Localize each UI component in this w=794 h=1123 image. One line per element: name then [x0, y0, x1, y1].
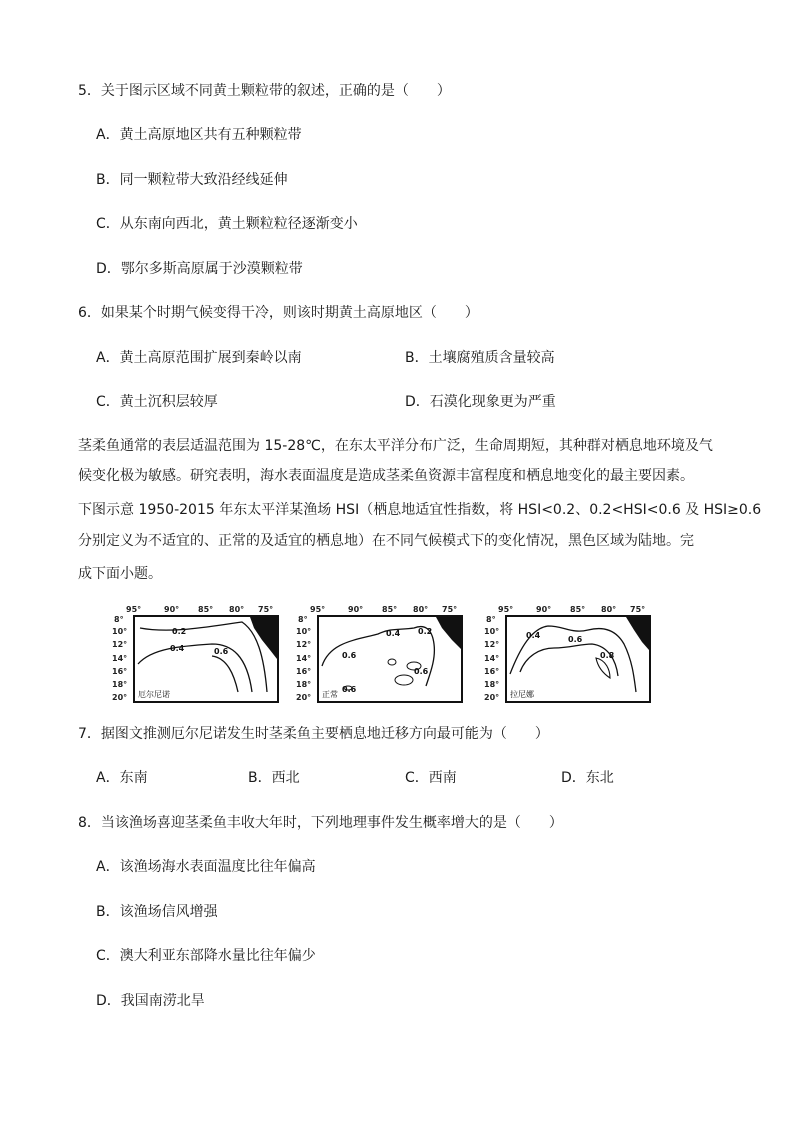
passage-line-2: 候变化极为敏感。研究表明，海水表面温度是造成茎柔鱼资源丰富程度和栖息地变化的最主要因素。 — [78, 468, 694, 484]
lon-label: 85° — [198, 605, 214, 614]
contour-label: 0.6 — [568, 635, 583, 644]
contour-label: 0.2 — [172, 627, 187, 636]
lat-label: 18° — [484, 680, 500, 689]
contour-label: 0.6 — [342, 651, 357, 660]
lon-label: 95° — [310, 605, 326, 614]
map-title: 厄尔尼诺 — [138, 690, 170, 699]
lon-label: 75° — [442, 605, 458, 614]
lat-label: 10° — [296, 627, 312, 636]
lat-label: 14° — [484, 654, 500, 663]
lat-label: 10° — [112, 627, 128, 636]
lat-label: 12° — [112, 640, 128, 649]
lat-label: 16° — [484, 667, 500, 676]
q8-option-c: C．澳大利亚东部降水量比往年偏少 — [96, 948, 316, 964]
hsi-map-figure — [112, 604, 664, 704]
contour-label: 0.6 — [414, 667, 429, 676]
passage-line-3: 下图示意 1950-2015 年东太平洋某渔场 HSI（栖息地适宜性指数，将 HSI<0.2、0.2<HSI<0.6 及 HSI≥0.6 — [78, 502, 762, 518]
lon-label: 90° — [164, 605, 180, 614]
map-title: 正常 — [322, 690, 338, 699]
q7-option-a: A．东南 — [96, 770, 148, 786]
q5-option-a: A．黄土高原地区共有五种颗粒带 — [96, 127, 302, 143]
lon-label: 85° — [382, 605, 398, 614]
lon-label: 90° — [348, 605, 364, 614]
q6-option-a: A．黄土高原范围扩展到秦岭以南 — [96, 350, 302, 366]
q6-option-c: C．黄土沉积层较厚 — [96, 394, 218, 410]
lon-label: 80° — [413, 605, 429, 614]
lat-label: 14° — [112, 654, 128, 663]
lon-label: 90° — [536, 605, 552, 614]
q7-option-b: B．西北 — [248, 770, 300, 786]
lat-label: 16° — [112, 667, 128, 676]
lon-label: 75° — [258, 605, 274, 614]
lat-label: 16° — [296, 667, 312, 676]
lat-label: 8° — [114, 615, 124, 624]
land-region — [436, 617, 461, 649]
q6-option-b: B．土壤腐殖质含量较高 — [405, 350, 555, 366]
contour-label: 0.8 — [600, 651, 615, 660]
lat-label: 8° — [486, 615, 496, 624]
q8-option-b: B．该渔场信风增强 — [96, 904, 218, 920]
question-8-stem: 8．当该渔场喜迎茎柔鱼丰收大年时，下列地理事件发生概率增大的是（ ） — [78, 815, 563, 831]
lat-label: 20° — [112, 693, 128, 702]
q7-option-d: D．东北 — [561, 770, 614, 786]
contour-label: 0.2 — [418, 627, 433, 636]
lat-label: 8° — [298, 615, 308, 624]
question-6-stem: 6．如果某个时期气候变得干冷，则该时期黄土高原地区（ ） — [78, 305, 479, 321]
lon-label: 75° — [630, 605, 646, 614]
q5-option-d: D．鄂尔多斯高原属于沙漠颗粒带 — [96, 261, 303, 277]
land-region — [626, 617, 649, 650]
contour-label: 0.6 — [214, 647, 229, 656]
passage-line-1: 茎柔鱼通常的表层适温范围为 15-28℃，在东太平洋分布广泛，生命周期短，其种群对栖息地环境及气 — [78, 438, 713, 454]
map-title: 拉尼娜 — [510, 690, 534, 699]
q5-option-b: B．同一颗粒带大致沿经线延伸 — [96, 172, 288, 188]
q8-option-d: D．我国南涝北旱 — [96, 993, 205, 1009]
lat-label: 12° — [296, 640, 312, 649]
lat-label: 18° — [296, 680, 312, 689]
lon-label: 95° — [126, 605, 142, 614]
q5-option-c: C．从东南向西北，黄土颗粒粒径逐渐变小 — [96, 216, 358, 232]
contour-label: 0.4 — [526, 631, 541, 640]
q7-option-c: C．西南 — [405, 770, 457, 786]
question-7-stem: 7．据图文推测厄尔尼诺发生时茎柔鱼主要栖息地迁移方向最可能为（ ） — [78, 726, 549, 742]
lat-label: 18° — [112, 680, 128, 689]
contour-label: 0.6 — [342, 685, 357, 694]
lon-label: 80° — [229, 605, 245, 614]
lat-label: 14° — [296, 654, 312, 663]
lat-label: 20° — [484, 693, 500, 702]
question-5-stem: 5．关于图示区域不同黄土颗粒带的叙述，正确的是（ ） — [78, 83, 451, 99]
lat-label: 10° — [484, 627, 500, 636]
q8-option-a: A．该渔场海水表面温度比往年偏高 — [96, 859, 316, 875]
lon-label: 80° — [601, 605, 617, 614]
lon-label: 85° — [570, 605, 586, 614]
lat-label: 12° — [484, 640, 500, 649]
land-region — [250, 617, 277, 659]
contour-label: 0.4 — [386, 629, 401, 638]
lat-label: 20° — [296, 693, 312, 702]
map-normal — [296, 604, 464, 704]
passage-line-4: 分别定义为不适宜的、正常的及适宜的栖息地）在不同气候模式下的变化情况，黑色区域为陆地。完 — [78, 533, 694, 549]
map-el-nino — [112, 604, 280, 704]
passage-line-5: 成下面小题。 — [78, 566, 162, 582]
lon-label: 95° — [498, 605, 514, 614]
contour-label: 0.4 — [170, 644, 185, 653]
q6-option-d: D．石漠化现象更为严重 — [405, 394, 556, 410]
map-la-nina — [484, 604, 652, 704]
